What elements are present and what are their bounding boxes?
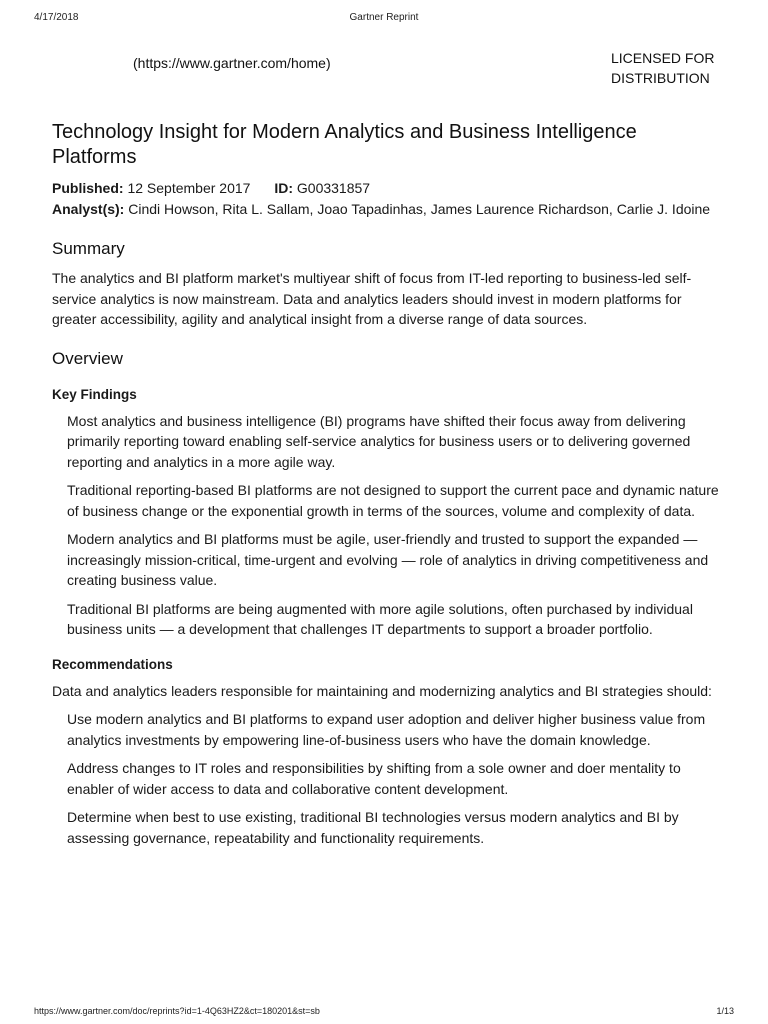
license-notice <box>611 48 741 88</box>
recommendations-intro: Data and analytics leaders responsible for maintaining and modernizing analytics and BI strategies should: <box>52 682 712 699</box>
publication-meta <box>52 178 722 199</box>
summary-text: The analytics and BI platform market's multiyear shift of focus from IT-led reporting to business-led self-service analytics is now mainstream. Data and analytics leaders should invest in modern platforms for greater accessibility, agility and analytical insight from a diverse range of data sources. <box>52 270 692 327</box>
id-label: ID: <box>274 180 293 196</box>
key-findings-list <box>52 411 722 640</box>
license-line-2: DISTRIBUTION <box>611 70 710 86</box>
summary-heading: Summary <box>52 239 125 258</box>
gartner-home-link[interactable]: (https://www.gartner.com/home) <box>133 55 331 71</box>
document-title: Technology Insight for Modern Analytics and Business Intelligence Platforms <box>52 121 637 168</box>
key-finding-item: Most analytics and business intelligence (BI) programs have shifted their focus away from delivering primarily reporting toward enabling self-service analytics for business users or to delivering governed reporting and analytics in a more agile way. <box>67 412 691 470</box>
recommendations-list <box>52 709 722 848</box>
recommendation-item: Determine when best to use existing, traditional BI technologies versus modern analytics and BI by assessing governance, repeatability and functionality requirements. <box>67 809 679 846</box>
document-body <box>52 120 722 856</box>
key-finding-item: Traditional reporting-based BI platforms are not designed to support the current pace and dynamic nature of business change or the exponential growth in terms of the sources, volume and complexity of data. <box>67 482 719 519</box>
print-date: 4/17/2018 <box>34 12 79 23</box>
print-title: Gartner Reprint <box>349 12 419 23</box>
recommendation-item: Use modern analytics and BI platforms to expand user adoption and deliver higher business value from analytics investments by empowering line-of-business users who have the domain knowledge. <box>67 711 706 748</box>
analysts-names: Cindi Howson, Rita L. Sallam, Joao Tapadinhas, James Laurence Richardson, Carlie J. Idoine <box>128 201 711 217</box>
analysts-label: Analyst(s): <box>52 201 125 217</box>
key-findings-heading: Key Findings <box>52 386 137 402</box>
recommendations-heading: Recommendations <box>52 656 173 672</box>
analysts-meta <box>52 199 722 220</box>
overview-heading: Overview <box>52 348 123 368</box>
page-number: 1/13 <box>716 1006 734 1016</box>
document-id: G00331857 <box>296 180 371 196</box>
published-label: Published: <box>52 180 124 196</box>
recommendation-item: Address changes to IT roles and responsibilities by shifting from a sole owner and doer mentality to enabler of wider access to data and collaborative content development. <box>67 760 681 797</box>
license-line-1: LICENSED FOR <box>611 50 715 66</box>
published-date: 12 September 2017 <box>127 180 251 196</box>
footer-url: https://www.gartner.com/doc/reprints?id=1-4Q63HZ2&ct=180201&st=sb <box>34 1006 320 1016</box>
key-finding-item: Traditional BI platforms are being augmented with more agile solutions, often purchased by individual business units — a development that challenges IT departments to support a broader portfolio. <box>67 600 693 637</box>
key-finding-item: Modern analytics and BI platforms must be agile, user-friendly and trusted to support the expanded — increasingly mission-critical, time-urgent and evolving — role of analytics in driving competitiveness and creating business value. <box>67 531 709 588</box>
